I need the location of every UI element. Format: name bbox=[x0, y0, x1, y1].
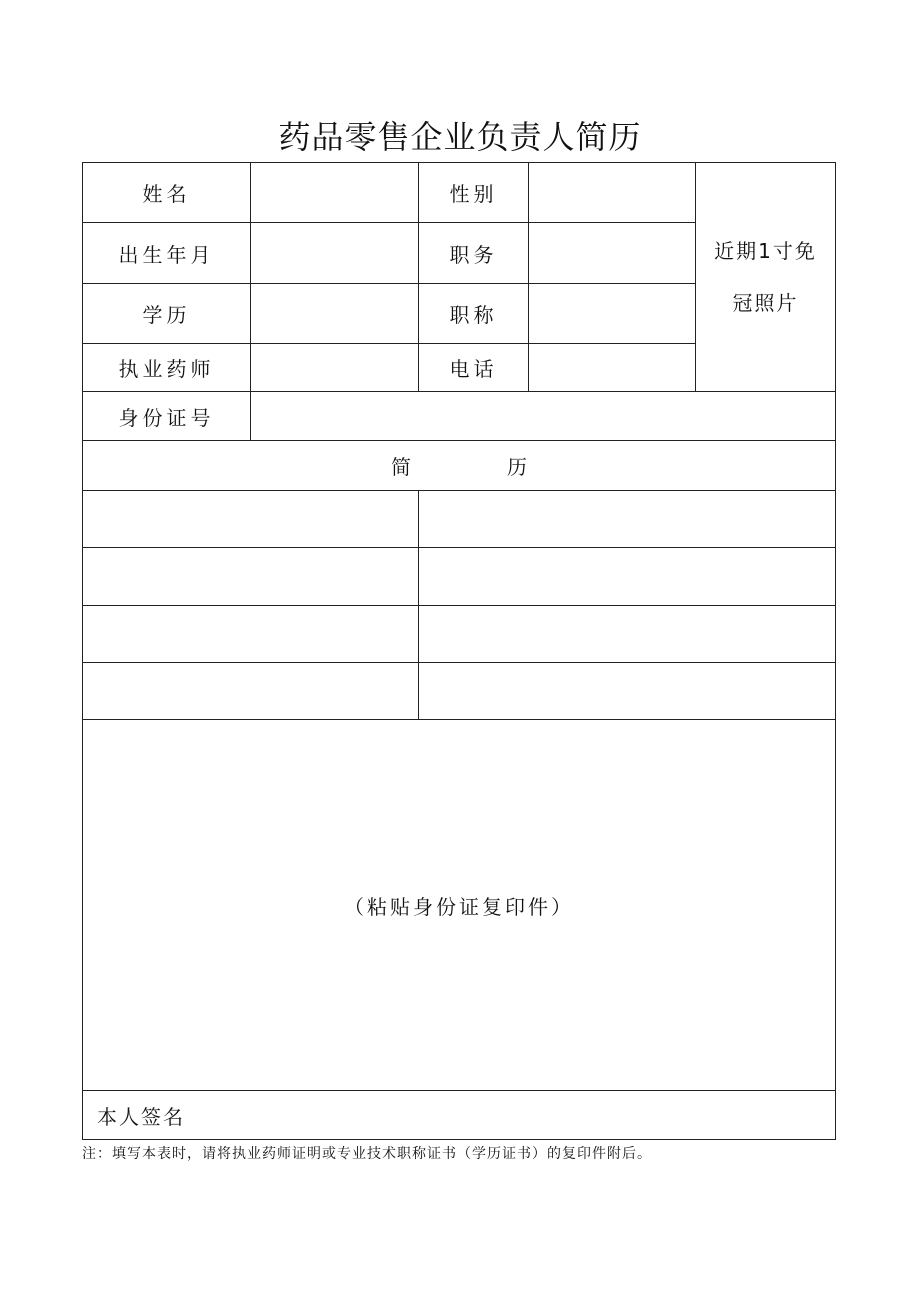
resume-period-field[interactable] bbox=[83, 548, 419, 606]
phone-label: 电话 bbox=[419, 344, 529, 392]
resume-detail-field[interactable] bbox=[419, 606, 836, 663]
photo-hint-line2: 冠照片 bbox=[732, 291, 799, 315]
pharmacist-field[interactable] bbox=[251, 344, 419, 392]
id-number-field[interactable] bbox=[251, 392, 836, 441]
education-label: 学历 bbox=[83, 284, 251, 344]
row-id-copy bbox=[83, 720, 836, 1091]
gender-label: 性别 bbox=[419, 163, 529, 223]
id-copy-area[interactable] bbox=[83, 720, 836, 1091]
resume-entry-row bbox=[83, 606, 836, 663]
row-resume-heading bbox=[83, 441, 836, 491]
position-label: 职务 bbox=[419, 223, 529, 284]
row-signature bbox=[83, 1091, 836, 1140]
education-field[interactable] bbox=[251, 284, 419, 344]
resume-entry-row bbox=[83, 548, 836, 606]
title-label: 职称 bbox=[419, 284, 529, 344]
resume-period-field[interactable] bbox=[83, 491, 419, 548]
photo-hint-line1: 近期1寸免 bbox=[714, 239, 817, 263]
photo-box[interactable] bbox=[696, 163, 836, 392]
resume-heading-char2: 历 bbox=[507, 455, 527, 479]
id-number-label: 身份证号 bbox=[83, 392, 251, 441]
title-field[interactable] bbox=[529, 284, 696, 344]
resume-entry-row bbox=[83, 663, 836, 720]
signature-field[interactable] bbox=[83, 1091, 836, 1140]
resume-period-field[interactable] bbox=[83, 606, 419, 663]
resume-heading-char1: 简 bbox=[391, 455, 411, 479]
resume-entry-row bbox=[83, 491, 836, 548]
name-label: 姓名 bbox=[83, 163, 251, 223]
resume-period-field[interactable] bbox=[83, 663, 419, 720]
resume-form-table bbox=[82, 162, 836, 1140]
gender-field[interactable] bbox=[529, 163, 696, 223]
name-field[interactable] bbox=[251, 163, 419, 223]
resume-detail-field[interactable] bbox=[419, 548, 836, 606]
row-id-number bbox=[83, 392, 836, 441]
resume-detail-field[interactable] bbox=[419, 491, 836, 548]
footnote: 注：填写本表时，请将执业药师证明或专业技术职称证书（学历证书）的复印件附后。 bbox=[82, 1146, 652, 1162]
row-name-gender bbox=[83, 163, 836, 223]
birth-label: 出生年月 bbox=[83, 223, 251, 284]
pharmacist-label: 执业药师 bbox=[83, 344, 251, 392]
page-title: 药品零售企业负责人简历 bbox=[278, 118, 642, 156]
resume-heading bbox=[83, 441, 836, 491]
position-field[interactable] bbox=[529, 223, 696, 284]
resume-detail-field[interactable] bbox=[419, 663, 836, 720]
phone-field[interactable] bbox=[529, 344, 696, 392]
signature-label: 本人签名 bbox=[97, 1104, 185, 1129]
id-copy-placeholder: （粘贴身份证复印件） bbox=[344, 894, 574, 919]
birth-field[interactable] bbox=[251, 223, 419, 284]
